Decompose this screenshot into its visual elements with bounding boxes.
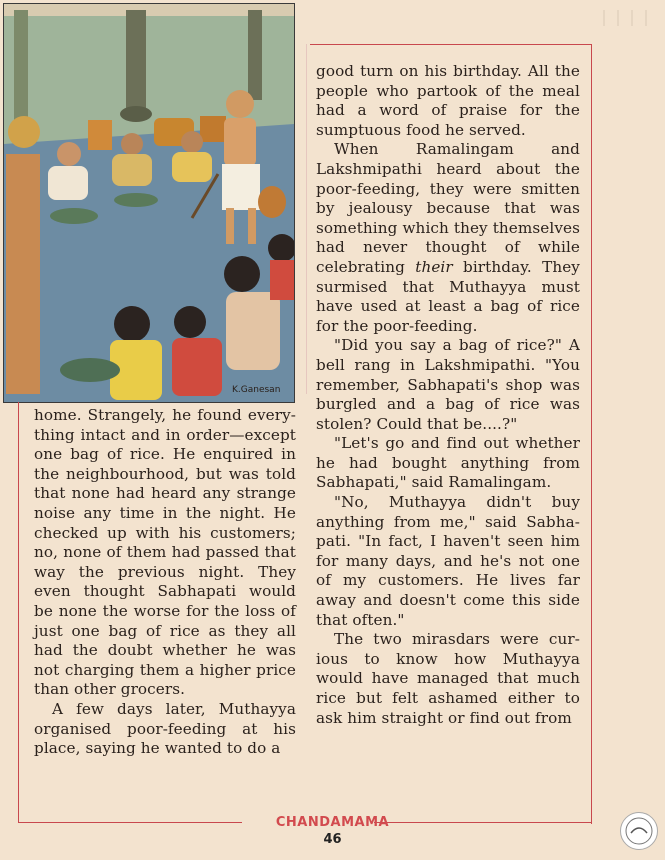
right-paragraph-2-start: When Ramalingam and Lakshmipathi heard about the poor-feeding, they were smitten by jealousy because that was something which they themselves had never thought of while celebrating <box>316 140 580 276</box>
illustration-drawing <box>4 4 294 402</box>
frame-left <box>18 402 19 822</box>
page-number: 46 <box>323 832 342 847</box>
story-illustration <box>3 3 295 403</box>
library-stamp-icon <box>620 812 658 850</box>
right-paragraph-4: "Let's go and find out whether he had bought anything from Sabhapati," said Ramalingam. <box>316 434 580 492</box>
right-paragraph-3: "Did you say a bag of rice?" A bell rang in Lakshmipathi. "You remember, Sabhapati's shop was burgled and a bag of rice was stolen? Could that be....?" <box>316 336 580 433</box>
right-paragraph-2 <box>316 140 580 336</box>
right-paragraph-2-end: birthday. They surmised that Muthayya must have used at least a bag of rice for the poor-feeding. <box>316 257 580 335</box>
left-text-column <box>34 406 296 759</box>
frame-right <box>591 44 592 824</box>
frame-divider <box>306 44 307 394</box>
scan-marks-icon <box>596 8 656 28</box>
frame-top-right <box>310 44 592 45</box>
illustrator-signature: K.Ganesan <box>232 385 281 395</box>
right-text-column <box>316 62 580 728</box>
right-paragraph-5: "No, Muthayya didn't buy anything from me," said Sabha-pati. "In fact, I haven't seen him for many days, and he's not one of my customers. He lives far away and doesn't come this side that often." <box>316 493 580 629</box>
right-paragraph-1: good turn on his birthday. All the people who partook of the meal had a word of praise for the sumptuous food he served. <box>316 62 580 139</box>
left-paragraph-2: A few days later, Muthayya organised poor-feeding at his place, saying he wanted to do a <box>34 699 296 758</box>
right-paragraph-6: The two mirasdars were cur-ious to know how Muthayya would have managed that much rice but felt ashamed either to ask him straight or find out from <box>316 630 580 727</box>
right-paragraph-2-italic: their <box>415 257 453 276</box>
left-paragraph-1: home. Strangely, he found every-thing intact and in order—except one bag of rice. He enquired in the neighbourhood, but was told that none had heard any strange noise any time in the night. He checked up with his customers; no, none of them had passed that way the previous night. They even thought Sabhapati would be none the worse for the loss of just one bag of rice as they all had the doubt whether he was not charging them a higher price than other grocers. <box>34 406 296 699</box>
magazine-title: CHANDAMAMA <box>275 815 390 830</box>
